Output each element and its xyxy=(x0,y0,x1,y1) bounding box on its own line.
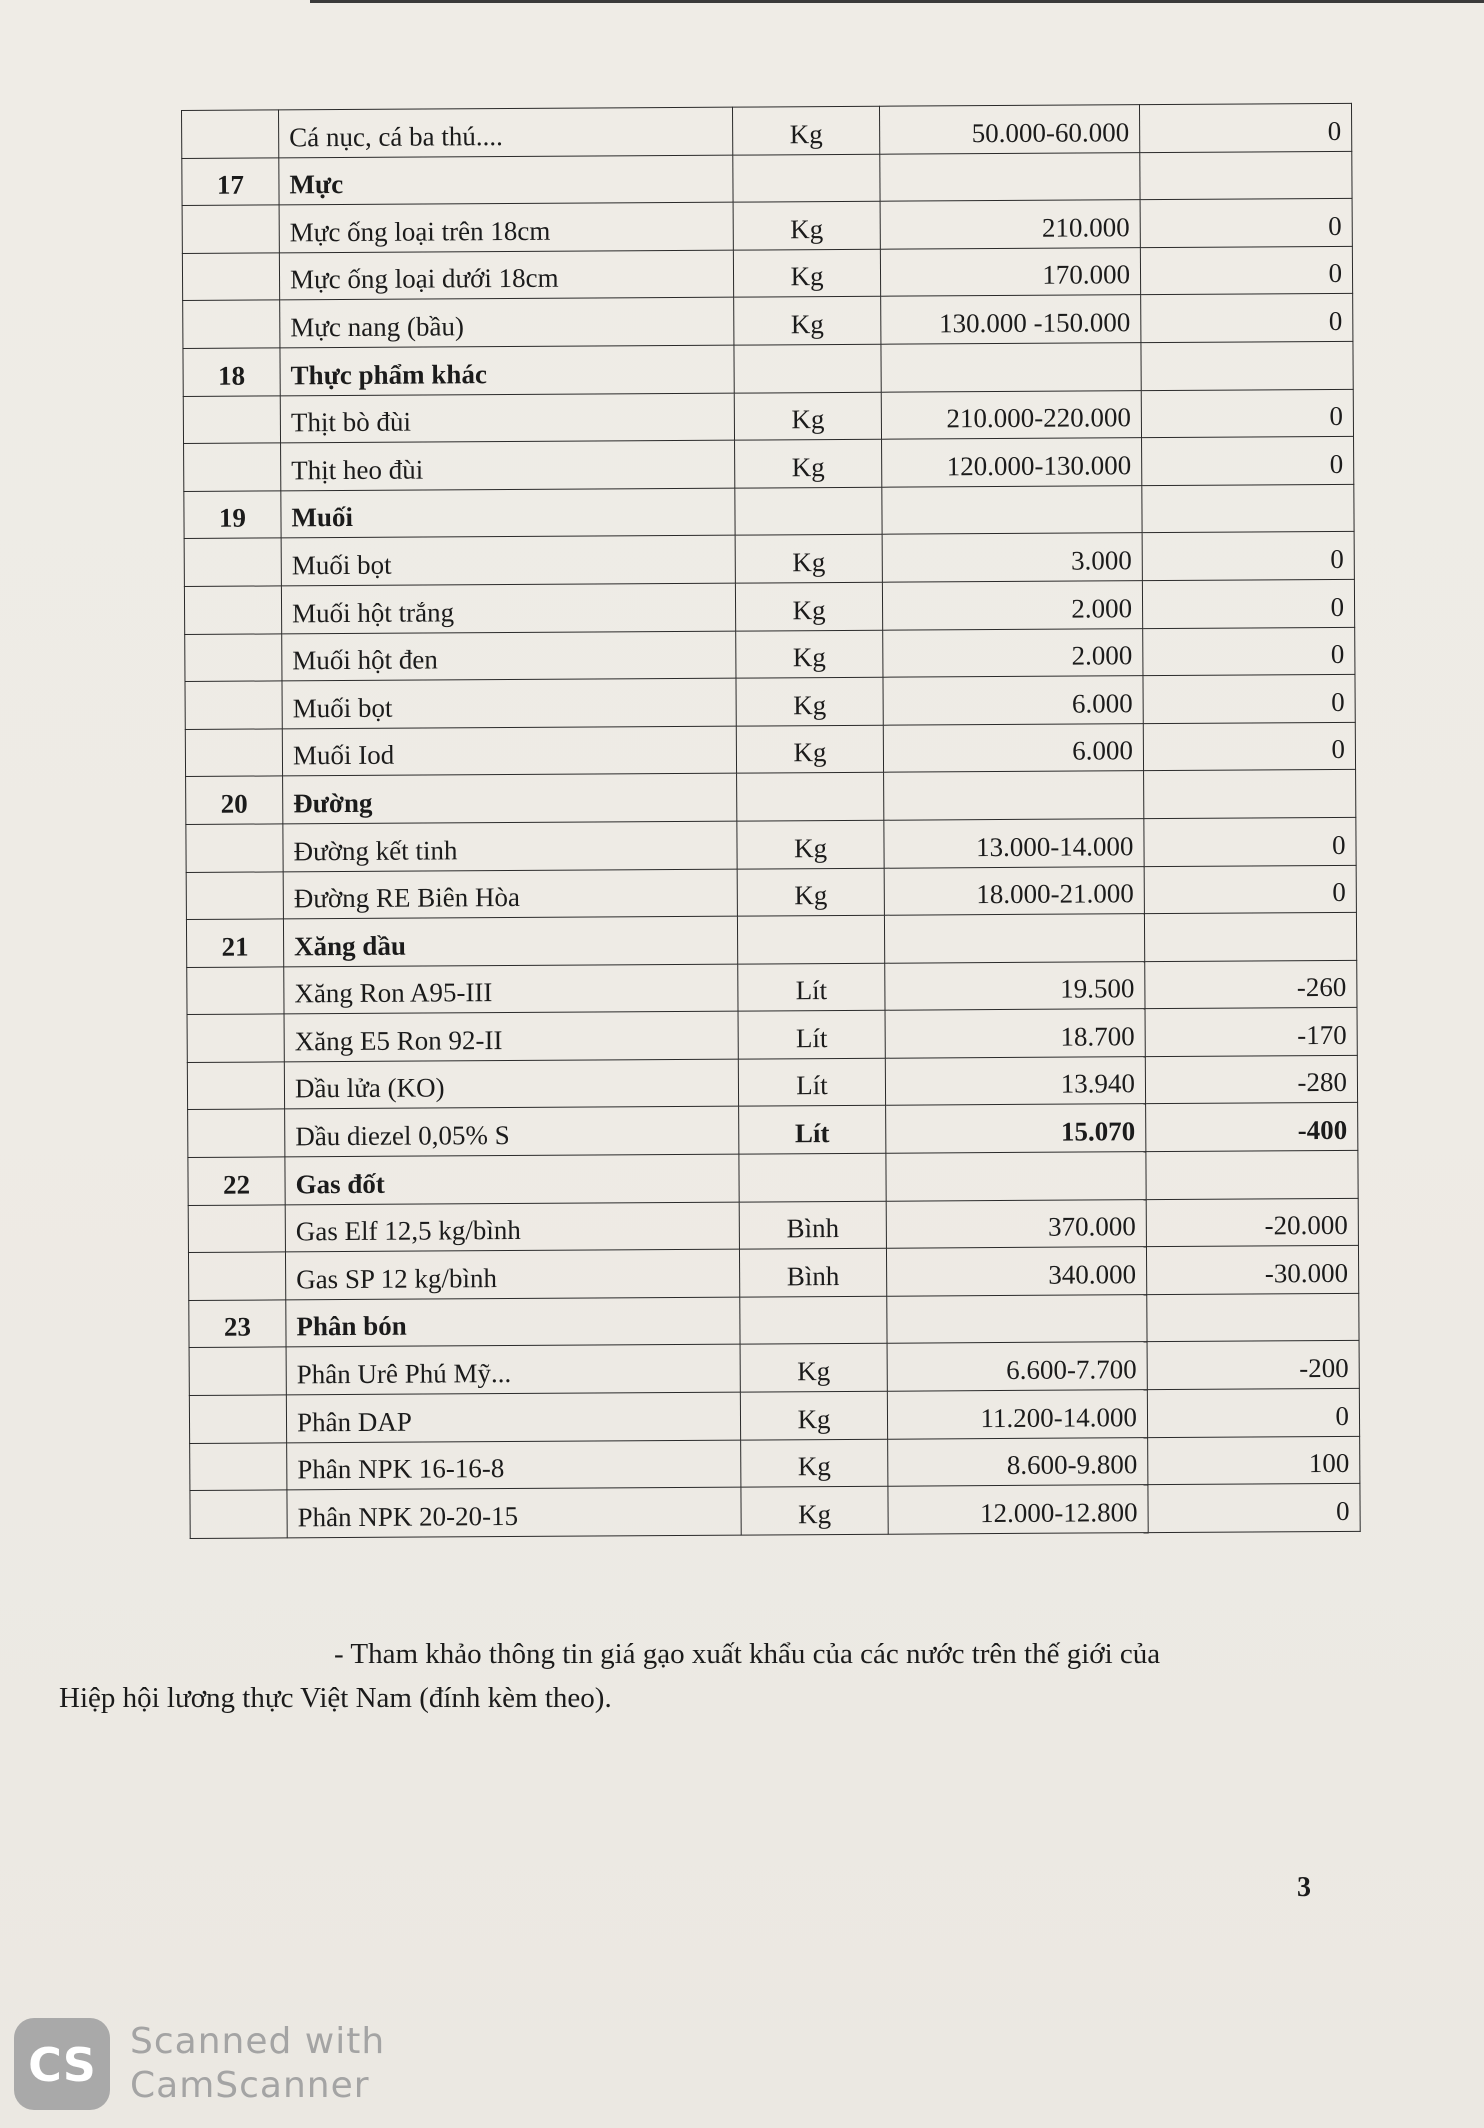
table-group-row xyxy=(188,1150,1358,1205)
cell-unit: Kg xyxy=(737,820,884,868)
cell-no xyxy=(182,205,279,253)
table-row xyxy=(182,103,1352,158)
table-row xyxy=(188,1246,1358,1301)
cell-no xyxy=(184,443,281,491)
cell-item-name: Gas SP 12 kg/bình xyxy=(285,1249,739,1299)
cell-change xyxy=(1141,341,1353,390)
cell-price: 210.000-220.000 xyxy=(881,390,1141,439)
cell-item-name: Mực ống loại dưới 18cm xyxy=(279,250,733,300)
cell-item-name: Phân DAP xyxy=(286,1392,740,1442)
cell-item-name: Gas đốt xyxy=(285,1154,739,1204)
cell-unit: Lít xyxy=(738,1058,885,1106)
cell-price: 6.000 xyxy=(883,723,1143,772)
cell-price: 130.000 -150.000 xyxy=(881,295,1141,344)
cell-price: 6.600-7.700 xyxy=(887,1342,1147,1391)
cell-price: 18.000-21.000 xyxy=(884,866,1144,915)
cell-no xyxy=(183,300,280,348)
price-table xyxy=(181,103,1361,1539)
cell-item-name: Đường RE Biên Hòa xyxy=(283,869,737,919)
cell-no xyxy=(188,1205,285,1253)
cell-change: 0 xyxy=(1144,817,1356,866)
cell-item-name: Thịt heo đùi xyxy=(281,440,735,490)
table-row xyxy=(189,1388,1359,1443)
cell-unit: Kg xyxy=(736,677,883,725)
cell-no xyxy=(182,253,279,301)
cell-unit: Kg xyxy=(735,535,882,583)
watermark-text xyxy=(130,2020,385,2108)
cell-change: -20.000 xyxy=(1146,1198,1358,1247)
cell-unit: Kg xyxy=(740,1391,887,1439)
cell-change: 0 xyxy=(1139,103,1351,152)
cell-change: 0 xyxy=(1141,389,1353,438)
cell-change: -30.000 xyxy=(1146,1246,1358,1295)
top-rule xyxy=(310,0,1484,3)
cell-price: 18.700 xyxy=(885,1009,1145,1058)
cell-unit xyxy=(734,344,881,392)
cell-no xyxy=(185,729,282,777)
camscanner-watermark xyxy=(14,2010,434,2110)
table-row xyxy=(185,627,1355,682)
cell-unit xyxy=(737,915,884,963)
cell-item-name: Phân bón xyxy=(286,1297,740,1347)
table-row xyxy=(185,722,1355,777)
svg-text:CS: CS xyxy=(28,2038,96,2092)
cell-no xyxy=(186,871,283,919)
cell-price xyxy=(881,343,1141,392)
cell-no xyxy=(187,967,284,1015)
note-line-1: - Tham khảo thông tin giá gạo xuất khẩu của các nước trên thế giới của xyxy=(334,1638,1161,1670)
reference-note xyxy=(59,1632,1334,1720)
cell-no: 20 xyxy=(186,776,283,824)
cs-logo-glyph xyxy=(23,2033,101,2095)
cell-price: 11.200-14.000 xyxy=(887,1390,1147,1439)
cell-unit: Kg xyxy=(736,725,883,773)
cell-no xyxy=(187,1014,284,1062)
table-row xyxy=(184,579,1354,634)
cell-price xyxy=(880,152,1140,201)
price-table-body xyxy=(182,103,1361,1538)
camscanner-logo-icon xyxy=(14,2018,110,2110)
cell-price: 19.500 xyxy=(885,961,1145,1010)
cell-change: -170 xyxy=(1145,1008,1357,1057)
table-row xyxy=(189,1341,1359,1396)
cell-change: 0 xyxy=(1141,294,1353,343)
table-group-row xyxy=(186,770,1356,825)
cell-price xyxy=(887,1294,1147,1343)
cell-change xyxy=(1146,1150,1358,1199)
cell-no xyxy=(188,1109,285,1157)
cell-no xyxy=(190,1490,287,1538)
cell-price: 8.600-9.800 xyxy=(888,1437,1148,1486)
cell-change: -400 xyxy=(1146,1103,1358,1152)
cell-price: 340.000 xyxy=(886,1247,1146,1296)
cell-price: 13.940 xyxy=(885,1057,1145,1106)
table-row xyxy=(186,817,1356,872)
cell-item-name: Muối Iod xyxy=(282,726,736,776)
table-row xyxy=(185,674,1355,729)
cell-no xyxy=(190,1443,287,1491)
cell-change: 0 xyxy=(1140,246,1352,295)
table-row xyxy=(190,1436,1360,1491)
table-group-row xyxy=(186,912,1356,967)
cell-change xyxy=(1140,151,1352,200)
cell-no xyxy=(184,586,281,634)
cell-item-name: Muối bọt xyxy=(282,678,736,728)
cell-price xyxy=(882,485,1142,534)
table-group-row xyxy=(184,484,1354,539)
cell-unit: Kg xyxy=(740,1344,887,1392)
table-group-row xyxy=(182,151,1352,206)
table-row xyxy=(188,1103,1358,1158)
cell-change xyxy=(1142,484,1354,533)
cell-unit: Bình xyxy=(739,1248,886,1296)
cell-no: 19 xyxy=(184,491,281,539)
cell-price xyxy=(884,771,1144,820)
table-row xyxy=(187,960,1357,1015)
cell-price: 15.070 xyxy=(886,1104,1146,1153)
cell-unit: Kg xyxy=(734,297,881,345)
cell-price: 2.000 xyxy=(882,581,1142,630)
table-row xyxy=(183,389,1353,444)
cell-no xyxy=(186,824,283,872)
cell-unit: Lít xyxy=(739,1106,886,1154)
cell-price: 170.000 xyxy=(880,247,1140,296)
cell-unit xyxy=(737,773,884,821)
table-row xyxy=(183,294,1353,349)
cell-no xyxy=(188,1252,285,1300)
cell-unit xyxy=(735,487,882,535)
cell-price xyxy=(886,1152,1146,1201)
cell-unit xyxy=(739,1153,886,1201)
cell-item-name: Cá nục, cá ba thú.... xyxy=(279,107,733,157)
cell-no: 18 xyxy=(183,348,280,396)
cell-unit: Kg xyxy=(741,1486,888,1534)
cell-no xyxy=(187,1062,284,1110)
cell-unit: Kg xyxy=(735,582,882,630)
cell-change: 0 xyxy=(1143,627,1355,676)
cell-change: 0 xyxy=(1147,1388,1359,1437)
cell-unit: Kg xyxy=(741,1439,888,1487)
table-row xyxy=(190,1484,1360,1539)
cell-item-name: Xăng E5 Ron 92-II xyxy=(284,1011,738,1061)
cell-no: 21 xyxy=(186,919,283,967)
cell-unit xyxy=(733,154,880,202)
cell-item-name: Gas Elf 12,5 kg/bình xyxy=(285,1202,739,1252)
cell-unit xyxy=(740,1296,887,1344)
cell-price: 210.000 xyxy=(880,200,1140,249)
cell-no xyxy=(189,1347,286,1395)
cell-change xyxy=(1144,770,1356,819)
cell-item-name: Xăng dầu xyxy=(283,916,737,966)
table-row xyxy=(188,1198,1358,1253)
table-row xyxy=(184,532,1354,587)
cell-change: 0 xyxy=(1143,722,1355,771)
cell-price: 120.000-130.000 xyxy=(882,438,1142,487)
cell-change: 0 xyxy=(1140,199,1352,248)
cell-unit: Kg xyxy=(733,249,880,297)
cell-item-name: Dầu diezel 0,05% S xyxy=(285,1107,739,1157)
cell-no xyxy=(185,633,282,681)
cell-change xyxy=(1147,1293,1359,1342)
cell-item-name: Thực phẩm khác xyxy=(280,345,734,395)
cell-change: 0 xyxy=(1142,436,1354,485)
cell-change: -280 xyxy=(1145,1055,1357,1104)
cell-no xyxy=(189,1395,286,1443)
cell-unit: Kg xyxy=(733,201,880,249)
watermark-line-2: CamScanner xyxy=(130,2065,370,2106)
table-row xyxy=(184,436,1354,491)
cell-unit: Kg xyxy=(737,868,884,916)
table-group-row xyxy=(189,1293,1359,1348)
cell-price: 12.000-12.800 xyxy=(888,1485,1148,1534)
table-row xyxy=(182,199,1352,254)
cell-item-name: Đường xyxy=(283,773,737,823)
cell-item-name: Phân Urê Phú Mỹ... xyxy=(286,1345,740,1395)
page-number: 3 xyxy=(1297,1872,1311,1903)
cell-item-name: Muối hột trắng xyxy=(281,583,735,633)
cell-price: 13.000-14.000 xyxy=(884,819,1144,868)
table-row xyxy=(187,1055,1357,1110)
cell-no: 22 xyxy=(188,1157,285,1205)
cell-item-name: Xăng Ron A95-III xyxy=(284,964,738,1014)
cell-no: 23 xyxy=(189,1300,286,1348)
note-line-2: Hiệp hội lương thực Việt Nam (đính kèm theo). xyxy=(59,1682,612,1714)
cell-unit: Kg xyxy=(732,106,879,154)
cell-item-name: Muối xyxy=(281,488,735,538)
cell-change: 0 xyxy=(1142,579,1354,628)
cell-item-name: Muối hột đen xyxy=(282,631,736,681)
cell-price xyxy=(884,914,1144,963)
cell-change: 0 xyxy=(1148,1484,1360,1533)
cell-no xyxy=(182,110,279,158)
cell-price: 50.000-60.000 xyxy=(879,105,1139,154)
cell-unit: Bình xyxy=(739,1201,886,1249)
cell-item-name: Mực ống loại trên 18cm xyxy=(279,202,733,252)
watermark-line-1: Scanned with xyxy=(130,2021,386,2062)
cell-change: -260 xyxy=(1145,960,1357,1009)
cell-no xyxy=(183,395,280,443)
table-group-row xyxy=(183,341,1353,396)
cell-change: 0 xyxy=(1144,865,1356,914)
cell-unit: Kg xyxy=(736,630,883,678)
cell-unit: Kg xyxy=(734,392,881,440)
table-row xyxy=(187,1008,1357,1063)
cell-unit: Kg xyxy=(735,439,882,487)
cell-unit: Lít xyxy=(738,963,885,1011)
cell-item-name: Phân NPK 16-16-8 xyxy=(287,1440,741,1490)
cell-change: 0 xyxy=(1143,674,1355,723)
cell-item-name: Mực nang (bầu) xyxy=(280,298,734,348)
cell-price: 6.000 xyxy=(883,676,1143,725)
table-row xyxy=(182,246,1352,301)
cell-item-name: Thịt bò đùi xyxy=(280,393,734,443)
cell-change: 0 xyxy=(1142,532,1354,581)
cell-item-name: Dầu lửa (KO) xyxy=(284,1059,738,1109)
cell-item-name: Muối bọt xyxy=(281,535,735,585)
cell-change: 100 xyxy=(1148,1436,1360,1485)
cell-item-name: Phân NPK 20-20-15 xyxy=(287,1487,741,1537)
cell-item-name: Đường kết tinh xyxy=(283,821,737,871)
cell-item-name: Mực xyxy=(279,155,733,205)
cell-no: 17 xyxy=(182,157,279,205)
cell-change: -200 xyxy=(1147,1341,1359,1390)
cell-price: 3.000 xyxy=(882,533,1142,582)
cell-price: 370.000 xyxy=(886,1199,1146,1248)
cell-no xyxy=(185,681,282,729)
table-row xyxy=(186,865,1356,920)
cell-change xyxy=(1144,912,1356,961)
cell-unit: Lít xyxy=(738,1010,885,1058)
cell-no xyxy=(184,538,281,586)
cell-price: 2.000 xyxy=(883,628,1143,677)
